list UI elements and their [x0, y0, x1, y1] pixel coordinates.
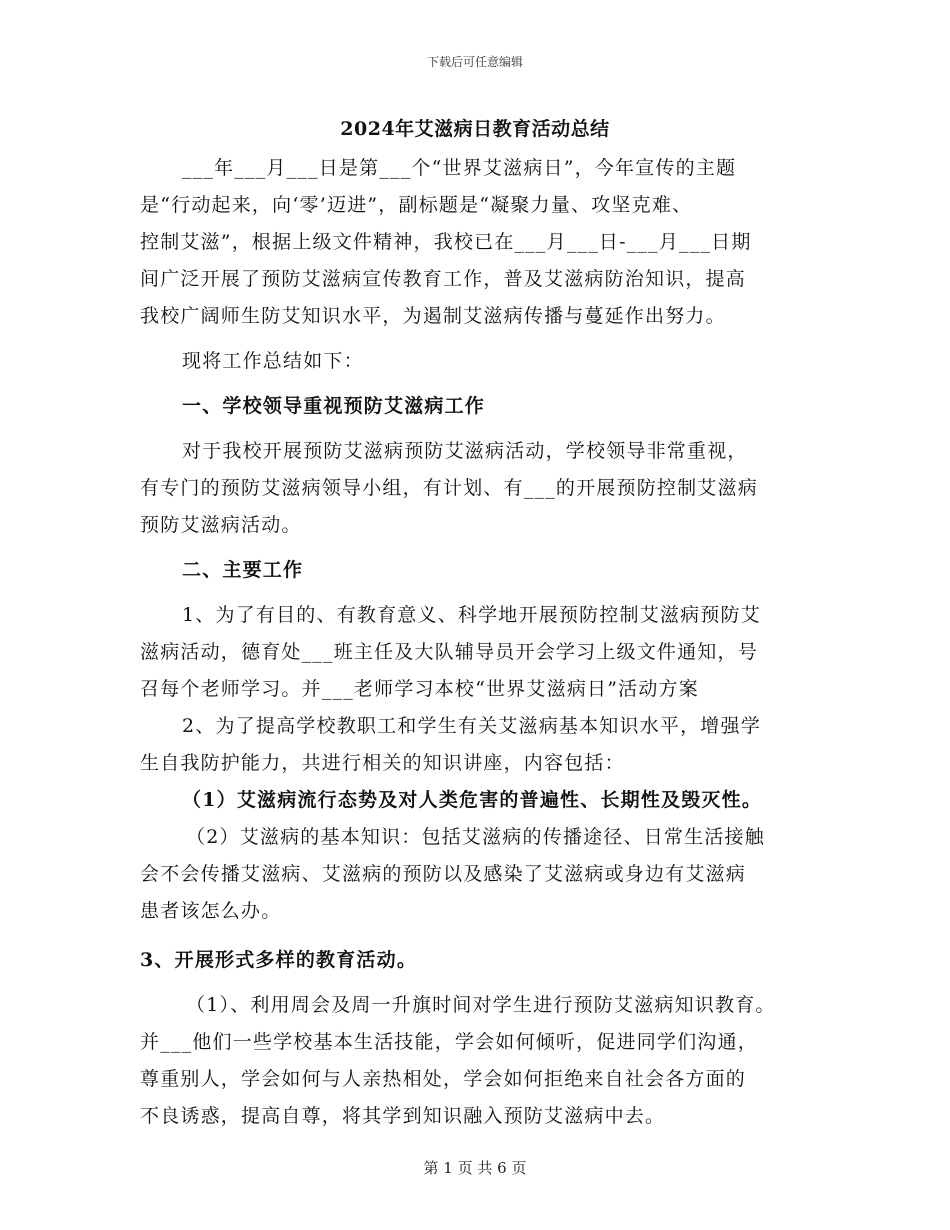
text-line: 会不会传播艾滋病、艾滋病的预防以及感染了艾滋病或身边有艾滋病: [140, 863, 747, 885]
item-2-paragraph: [140, 708, 820, 782]
text-line: 控制艾滋”，根据上级文件精神，我校已在___月___日-___月___日期: [140, 231, 752, 253]
text-line: 患者该怎么办。: [140, 900, 282, 922]
text-line: 生自我防护能力，共进行相关的知识讲座，内容包括：: [140, 752, 625, 774]
text-line: （2）艾滋病的基本知识：包括艾滋病的传播途径、日常生活接触: [186, 826, 765, 848]
text-line: 现将工作总结如下：: [182, 350, 364, 372]
section-2-heading: [140, 552, 820, 589]
item-1-paragraph: [140, 597, 820, 708]
text-line: ___年___月___日是第___个“世界艾滋病日”，今年宣传的主题: [182, 157, 737, 179]
item-3-sub-1-paragraph: [140, 987, 820, 1135]
section-heading: 二、主要工作: [182, 559, 304, 581]
text-line: 尊重别人，学会如何与人亲热相处，学会如何拒绝来自社会各方面的: [140, 1068, 747, 1090]
text-line: 我校广阔师生防艾知识水平，为遏制艾滋病传播与蔓延作出努力。: [140, 305, 726, 327]
text-line: 对于我校开展预防艾滋病预防艾滋病活动，学校领导非常重视，: [182, 440, 748, 462]
text-line: （1）艾滋病流行态势及对人类危害的普遍性、长期性及毁灭性。: [182, 789, 763, 811]
text-line: 是“行动起来，向‘零’迈进”，副标题是“凝聚力量、攻坚克难、: [140, 194, 693, 216]
header-note: 下载后可任意编辑: [426, 55, 523, 69]
text-line: 预防艾滋病活动。: [140, 514, 302, 536]
text-line: （1）、利用周会及周一升旗时间对学生进行预防艾滋病知识教育。: [186, 994, 776, 1016]
text-line: 并___他们一些学校基本生活技能，学会如何倾听，促进同学们沟通，: [140, 1031, 758, 1053]
document-title: 2024年艾滋病日教育活动总结: [340, 118, 610, 140]
text-line: 间广泛开展了预防艾滋病宣传教育工作，普及艾滋病防治知识，提高: [140, 268, 747, 290]
section-1-heading: [140, 388, 820, 425]
page-footer: 第 1 页 共 6 页: [423, 1159, 527, 1177]
text-line: 1、为了有目的、有教育意义、科学地开展预防控制艾滋病预防艾: [182, 604, 761, 626]
text-line: 召每个老师学习。并___老师学习本校“世界艾滋病日”活动方案: [140, 678, 699, 700]
text-line: 有专门的预防艾滋病领导小组，有计划、有___的开展预防控制艾滋病: [140, 477, 758, 499]
text-line: 滋病活动，德育处___班主任及大队辅导员开会学习上级文件通知，号: [140, 641, 758, 663]
text-line: 2、为了提高学校教职工和学生有关艾滋病基本知识水平，增强学: [182, 715, 761, 737]
sub-item-1-paragraph: [140, 782, 820, 819]
section-heading: 一、学校领导重视预防艾滋病工作: [182, 395, 486, 417]
summary-lead-paragraph: [140, 343, 820, 380]
item-3-heading: [140, 942, 820, 979]
section-1-paragraph: [140, 433, 820, 544]
text-line: 不良诱惑，提高自尊，将其学到知识融入预防艾滋病中去。: [140, 1105, 666, 1127]
sub-item-2-paragraph: [140, 819, 820, 930]
section-heading: 3、开展形式多样的教育活动。: [140, 949, 418, 971]
document-body: [140, 150, 820, 1135]
intro-paragraph: [140, 150, 820, 335]
